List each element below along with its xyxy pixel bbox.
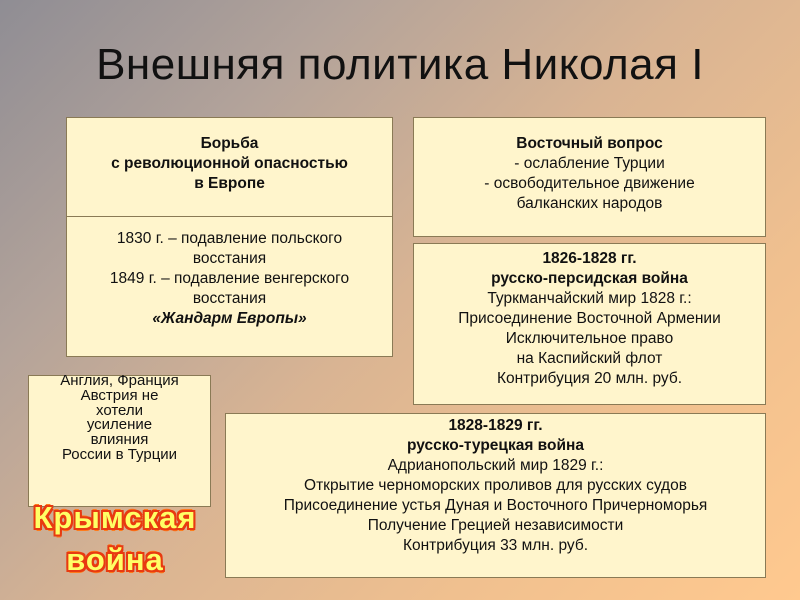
turkish-war-box bbox=[225, 413, 766, 578]
turkish-war-line: Присоединение устья Дуная и Восточного Причерноморья bbox=[283, 497, 708, 514]
european-powers-line: России в Турции bbox=[61, 445, 178, 463]
european-powers-line: усиление bbox=[86, 416, 153, 434]
struggle-heading-line: в Европе bbox=[194, 175, 265, 192]
european-powers-line: хотели bbox=[95, 401, 144, 419]
struggle-body-line: 1849 г. – подавление венгерского bbox=[109, 270, 350, 287]
gendarme-of-europe-label: «Жандарм Европы» bbox=[152, 310, 307, 327]
struggle-body bbox=[67, 217, 392, 329]
struggle-body-line: 1830 г. – подавление польского bbox=[116, 230, 343, 247]
crimean-war-wordart: Крымская bbox=[33, 500, 197, 535]
turkish-war-line: Получение Грецией независимости bbox=[367, 517, 624, 534]
persian-war-line: Исключительное право bbox=[505, 330, 674, 347]
eastern-question-heading: Восточный вопрос bbox=[516, 135, 663, 152]
persian-war-years: 1826-1828 гг. bbox=[542, 250, 637, 267]
eastern-question-line: балканских народов bbox=[516, 195, 663, 212]
turkish-war-years: 1828-1829 гг. bbox=[448, 417, 543, 434]
struggle-body-line: восстания bbox=[192, 250, 267, 267]
crimean-war-wordart: война bbox=[66, 542, 164, 577]
eastern-question-line: - освободительное движение bbox=[484, 175, 695, 192]
turkish-war-name: русско-турецкая война bbox=[407, 437, 584, 454]
european-powers-box bbox=[28, 372, 211, 507]
european-powers-line: влияния bbox=[90, 431, 149, 449]
persian-war-box bbox=[413, 243, 766, 405]
slide-title: Внешняя политика Николая I bbox=[96, 40, 704, 89]
persian-war-name: русско-персидская война bbox=[491, 270, 688, 287]
struggle-heading-line: с революционной опасностью bbox=[111, 155, 348, 172]
european-powers-line: Англия, Франция bbox=[60, 372, 179, 389]
struggle-heading bbox=[67, 118, 392, 200]
struggle-heading-line: Борьба bbox=[200, 135, 259, 152]
struggle-body-line: восстания bbox=[192, 290, 267, 307]
persian-war-line: на Каспийский флот bbox=[516, 350, 663, 367]
turkish-war-line: Открытие черноморских проливов для русских судов bbox=[304, 477, 687, 494]
struggle-box bbox=[66, 117, 393, 357]
european-powers-line: Австрия не bbox=[80, 386, 159, 404]
eastern-question-line: - ослабление Турции bbox=[514, 155, 665, 172]
persian-war-line: Контрибуция 20 млн. руб. bbox=[496, 370, 683, 387]
persian-war-line: Присоединение Восточной Армении bbox=[458, 310, 721, 327]
turkish-war-line: Контрибуция 33 млн. руб. bbox=[402, 537, 589, 554]
eastern-question-box bbox=[413, 117, 766, 237]
persian-war-line: Туркманчайский мир 1828 г.: bbox=[487, 290, 692, 307]
turkish-war-line: Адрианопольский мир 1829 г.: bbox=[387, 457, 604, 474]
